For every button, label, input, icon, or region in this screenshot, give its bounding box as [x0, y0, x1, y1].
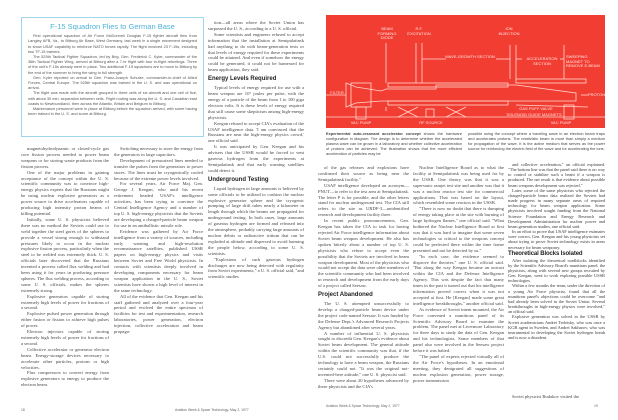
paragraph: It was anticipated by Gen. Keegan and his advisers that the USSR would be forced to vent gaseous hydrogen from the experiments at Semipalatinsk and that early warning satellites could detect it. — [208, 144, 304, 173]
right-column-2 — [413, 165, 504, 396]
label-rf-excitation: R.F. EXCITATION — [407, 26, 431, 36]
label-ion-injection: ION INJECTION — [498, 26, 520, 36]
paragraph: Within a few months the team, under the direction of a young Air Force physicist, found that all the munitions panel's objections could be overcome "and had already been solved in the Soviet Union. Several breakthroughs in high-energy physics were involved," an official said. — [508, 283, 605, 315]
paragraph: There were about 20 hypotheses advanced by these physicists and the CIA's — [318, 377, 409, 389]
right-column-1 — [318, 165, 409, 396]
sidebar-box-f15-squadron — [21, 17, 204, 137]
subheading: Underground Testing — [208, 176, 269, 183]
label-proton: PROTON — [588, 92, 606, 97]
paragraph: In recent public pronouncements, Gen. Keegan has taken the CIA to task for having rejected Air Force intelligence information about Soviet beam weapon development. He also has spoken bitterly about a number of top U. S. physicists who refuse to accept even the possibility that the Soviets are involved in beam weapon development. Most of the physicists who would not accept the data were older members of the scientific community who had been involved in research and development from the early days of a project called Seesaw. — [318, 218, 409, 289]
paragraph: Liquid hydrogen in large amounts is believed by some officials to be utilized to cushion the nuclear explosive generator sphere and the cryogenic pumping of large drift tubes nearly a kilometer in length through which the beams are propagated for underground testing. In both cases, large amounts of gaseous hydrogen are formed and released into the atmosphere, probably carrying large amounts of nuclear debris or radioactive tritium that can be exploded at altitude and dispersed to avoid harming the people below, according to some U. S. scientists. — [208, 185, 304, 256]
left-column-3 — [208, 20, 304, 396]
paragraph: Some scientists and engineers refused to accept information that the installation at Semipalatinsk had anything to do with beam-generation tests or that levels of energy required for these experiments could be attained. And even if somehow the energy could be generated, it could not be harnessed for beam application, they said. — [208, 31, 304, 73]
label-vac-pump: VAC PUMP — [350, 120, 372, 125]
paragraph: tion—all areas where the Soviet Union has surpassed the U. S., according to a U. S. official. — [208, 20, 304, 31]
label-rf-source: RF SOURCE — [419, 120, 443, 125]
label-filter: FILTER — [330, 90, 344, 95]
paragraph: Later, some of the same physicists who rejected the charged-particle beam data realized the Soviets had made progress in many separate areas of required technology for beam weapon application. Some physicists involved sought funding from the National Science Foundation and Energy Research and Development Administration for nuclear power and beam generation studies, one official said. — [508, 187, 605, 229]
label-solenoid-guide-magnets: SOLENOID GUIDE MAGNETS — [506, 112, 562, 117]
paragraph: USAF intelligence developed an acronym—PNUT—to refer to the test area at Semipalatinsk. The letter P is for possible, and the other letters stand for nuclear underground test. The CIA still refers to the site as URDF-3—unidentified research and development facility three. — [318, 182, 409, 218]
bullet-paragraph: Electron injectors capable of storing extremely high levels of power for fractions of a second. — [21, 329, 109, 346]
paragraph: Initially, some U. S. physicists believed there was no method the Soviets could use to weld together the steel gores of the spheres to provide a vessel strong enough to withstand pressures likely to occur in the nuclear explosive fission process, particularly when the steel to be welded was extremely thick. U. S. officials later discovered that the Russians invented a process called flux welding and had been using it for years in producing pressure spheres. The flux welding process, according to some U. S. officials, makes the spheres extremely strong. — [21, 216, 109, 293]
paragraph: of the gas releases and explosions have confirmed their source as being near the Semipalatinsk facility." — [318, 165, 409, 182]
caption-lead: Experimental auto-resonant accelerator concept — [326, 131, 421, 136]
bullet-paragraph: Explosive pulsed power generation through either fusion or fission to achieve high pulses of power. — [21, 311, 109, 329]
label-sweeping-magnet: SWEEPING MAGNET TO REMOVE E-BEAM — [566, 54, 600, 69]
page-footer: Aviation Week & Space Technology, May 2, 1977 — [326, 404, 400, 408]
bullet-paragraph: Collective accelerator or generator electron beam. Energy-storage devices necessary to accelerate other particles, protons or high velocities. — [21, 346, 109, 370]
paragraph: After isolating the theoretical roadblocks identified by the Scientific Advisory Board's munitions panel, the physicists, along with several new groups recruited by Gen. Keegan, went to work exploring possible USSR technologies. — [508, 257, 605, 284]
paragraph: All of the evidence that Gen. Keegan and his staff gathered and analyzed over a four-year period and evolved the entire spectrum of facilities for test and experimentation, research laboratories, power generation, electron injection, collective acceleration and beam propaga- — [114, 293, 203, 335]
page-footer: Aviation Week & Space Technology, May 2, 1977 — [175, 408, 249, 412]
paragraph: "In each case, the evidence seemed to disprove the theories," one U. S. official said. "But along the way Keegan became an outcast within the CIA and the Defense Intelligence Agency. This was despite the fact that many times in the past it turned out that his intelligence information proved correct when it was not accepted at first. He [Keegan] made some great intelligence breakthroughs," another official said. — [413, 253, 504, 306]
box-paragraph: Gen. Kyler reported on arrival to Gen. Franz-Joseph Schulze, commander-in-chief of Allied Forces, Central Europe. The 525th squadron was trained in the U. S. and was operational on arrival. — [28, 74, 197, 91]
box-paragraph: First operational squadron of Air Force McDonnell Douglas F-15 fighter aircraft flew from Langley AFB, Va., to Bitburg Air Base, West Germany, last week in a single movement designed to show USAF capability to reinforce NATO forces rapidly. The flight involved 23 F-15s, including two TF-15 trainers. — [28, 33, 197, 54]
accelerator-schematic — [326, 15, 605, 128]
subheading: Theoretical Blocks Isolated — [508, 250, 583, 257]
paragraph: and collective acceleration," an official explained. "The bottom line was that the panel said there is no way to control or stabilize such a beam if a weapon is produced. The net result is that evidence about possible beam weapons development was rejected." — [508, 162, 605, 188]
paragraph: The U. S. attempted unsuccessfully to develop a charged-particle beam device under the project code named Seesaw. It was funded by the Defense Dept.'s Advanced Research Projects Agency but abandoned after several years. — [318, 301, 409, 330]
subheading: Project Abandoned — [318, 292, 373, 299]
paragraph: "Explosions of such gaseous hydrogen discharges are now being detected with regularity from Soviet experiments," a U. S. official said, "and scientific studies — [208, 256, 304, 280]
page-number: 18 — [21, 408, 25, 412]
paragraph: "There is now no doubt that there is dumping of energy taking place at the site with burning of large hydrogen flames," one official said. "What bothered the Nuclear Intelligence Board at first was that it was hard to imagine that some seven technologies so critical to the weapons concept could be perfected there within the time frame presented and not be detected by us." — [413, 206, 504, 253]
box-paragraph: The 525th Tactical Fighter Squadron, led by Brig. Gen. Frederick C. Kyler, commander of the 36th Tactical Fighter Wing, arrived at Bitburg after a 7-hr flight with four in-flight refuelings. Three of the unit's F-15s already were in place. Two additional F-15 squadrons are to move to Bitburg by the end of the summer to bring the wing to full strength. — [28, 54, 197, 75]
subheading: Energy Levels Required — [208, 76, 277, 83]
bullet-paragraph: Development of pressurized lines needed to transfer the pulses from the generators to power stores. The lines must be cryogenically cooled because of the extreme power levels involved. — [114, 157, 203, 181]
box-title: F-15 Squadron Flies to German Base — [50, 22, 175, 31]
right-column-3 — [508, 162, 605, 394]
caption-text: shows the hardware configuration in diagram. The design is to determine whether the accelerated plasma wave can be grown in a laboratory and whether collective acceleration of protons can be achieved. The illustration shows that the more efficient acceleration of particles may be — [326, 131, 462, 156]
paragraph: Evidence was gathered by Air Force intelligence from a variety of sources, including early warning and high-resolution reconnaissance satellites, published USSR papers on high-energy physics and visits between Soviet and Free World physicists. In contacts with scientists deeply involved in developing components necessary for beam weapon application in the U. S., Soviet scientists have shown a high level of interest in the same technology. — [114, 228, 203, 293]
paragraph: magnetohydrodynamic or closed-cycle gas core fission process needed to power beam weapons or for storing waste products from the fission process. — [21, 146, 109, 169]
paragraph: Explosive generation was solved in the USSR by Soviet academicians Andrei Terletsky, who was once a KGB agent in Sweden, and Andrei Sakharov, who was instrumental in developing the Soviet hydrogen bomb and is now a dissident. — [508, 314, 605, 340]
paragraph: For several years, Air Force Maj. Gen. George J. Keegan, who until his recent retirement headed USAF's intelligence activities, has been trying to convince the Central Intelligence Agency and a number of top U. S. high-energy physicists that the Soviets are developing a charged-particle beam weapon for use in an antiballistic missile role. — [114, 181, 203, 228]
box-paragraph: The flight was made with the aircraft grouped in three cells of six aircraft and one cell of five, with about 30 min. separation between cells. Flight routing was along the U. S. and Canadian east coasts to Newfoundland, then across the Atlantic, Britain and Belgium to Bitburg. — [28, 90, 197, 106]
paragraph: "The panel of experts rejected virtually all of the Air Force's hypotheses. In an emotional meeting, they denigrated all suggestions of nuclear explosion generation, power storage, power transmission — [413, 354, 504, 383]
label-beam-forming-diode: BEAM FORMING DIODE — [377, 26, 397, 41]
paragraph: As evidence of Soviet intent mounted, the Air Force convened a munitions panel of its Scientific Advisory Board to examine the problem. The panel met at Livermore Laboratory for three days to study the data of Gen. Keegan and his technologists. Some members of that panel also were involved in the Seesaw project before it was halted. — [413, 306, 504, 354]
paragraph: Typical levels of energy required for use with a beam weapon are 10⁷ joules per pulse, with the energy of a particle of the beam from 1 to 100 giga electron volts. It is these levels of energy required that still cause some skepticism among high-energy physicists. — [208, 85, 304, 120]
accelerator-diagram — [326, 15, 605, 128]
page-number: 19 — [594, 404, 598, 408]
left-column-1 — [21, 146, 109, 396]
paragraph: A number of influential U. S. physicists sought to discredit Gen. Keegan's evidence about Soviet beam development. The general attitude within the scientific community was that, if the U.S. could not successfully produce the technology to have a beam weapon, the Russians certainly could not. "It was the original not-invented-here attitude," one U. S. physicist said. — [318, 330, 409, 377]
box-paragraph: Maintenance personnel were in place at Bitburg before the squadron arrived, with some having been trained in the U. S. and some at Bitburg. — [28, 106, 197, 117]
label-acceleration-section: ACCELERATION SECTION — [526, 56, 558, 66]
paragraph: Nuclear Intelligence Board as to what the facility at Semipalatinsk was being used for by the USSR. One theory was that it was a supersonic ramjet test site and another was that it was a nuclear reactor test site for commercial applications. That was based on the layout, which resembled some reactors in the USSR. — [413, 165, 504, 206]
figure-caption-left — [326, 131, 462, 161]
bullet-paragraph: Flux compressors to convert energy from explosive generators to energy to produce the electron beam. — [21, 370, 109, 388]
label-vac-pump: VAC PUMP — [550, 120, 572, 125]
paragraph: Keegan refused to accept CIA's evaluation of the USAF intelligence data. 'I am convinced that the Russians are near the high-energy physics crowd,' one official said. — [208, 120, 304, 144]
label-wave-growth-section: WAVE-GROWTH SECTION — [445, 54, 495, 59]
bullet-paragraph: Explosive generators capable of storing extremely high levels of power for fractions of a second. — [21, 293, 109, 311]
label-gas-puff-valve: GAS PUFF VALVE — [519, 106, 553, 111]
left-column-2 — [114, 146, 203, 396]
paragraph: In an effort to prove that USAF intelligence estimates were correct, Gen. Keegan and his young physicists set about trying to prove Soviet technology exists in areas necessary for beam weaponry. — [508, 229, 605, 250]
bullet-paragraph: Switching necessary to store the energy from the generators in large capacitors. — [114, 146, 203, 157]
paragraph-last-line: Soviet physicist Rudakov visited the — [512, 394, 580, 399]
paragraph: One of the major problems in gaining acceptance of the concept within the U. S. scientific community was to convince high-energy physics experts that the Russians might be using nuclear explosive generators as a power source to drive accelerators capable of producing high intensity proton beams of killing potential. — [21, 169, 109, 216]
figure-caption-right: possible using the concept where a traveling wave in an electron beam traps and accelerates protons. The relativistic beam is more than simply a medium for propagation of the wave. It is the active medium that serves as the power source for reinforcing the electric field of the wave and for accelerating the ions. — [468, 131, 605, 151]
